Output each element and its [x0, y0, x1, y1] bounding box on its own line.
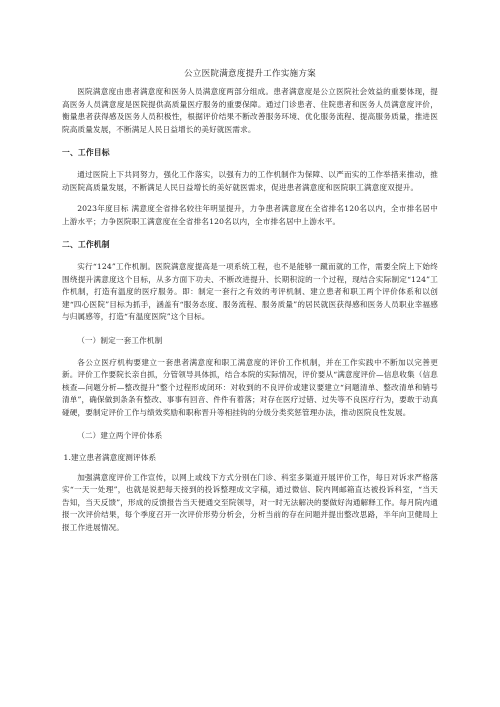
goals-paragraph-1: 通过医院上下共同努力，强化工作落实，以强有力的工作机制作为保障、以严而实的工作举措来推动，推动医院高质量发展，不断满足人民日益增长的美好就医需求，促进患者满意度和医院职工满意度双提升。: [62, 169, 438, 192]
intro-paragraph: 医院满意度由患者满意度和医务人员满意度两部分组成。患者满意度是公立医院社会效益的重要体现，提高医务人员满意度是医院提供高质量医疗服务的重要保障。通过门诊患者、住院患者和医务人员满意度评价，衡量患者获得感及医务人员积极性，根据评价结果不断改善服务环境、优化服务流程、提高服务质量，推进医院高质量发展，不断满足人民日益增长的美好就医需求。: [62, 87, 438, 134]
goals-paragraph-2: 2023年度目标 满意度全省排名较往年明显提升，力争患者满意度在全省排名120名以内，全市排名居中上游水平；力争医院职工满意度在全省排名120名以内，全市排名居中上游水平。: [62, 204, 439, 226]
subsection-heading-evaluation-systems: （二）建立两个评价体系: [77, 431, 163, 441]
mechanism-setup-paragraph: 各公立医疗机构要建立一套患者满意度和职工满意度的评价工作机制，并在工作实践中不断加以完善更新。评价工作要院长亲自抓，分管领导具体抓，结合本院的实际情况，评价要从“满意度评价—信息收集（信息核查—问题分析—整改提升”整个过程形成闭环：对收到的不良评价或建议要建立“问题清单、整改清单和销号清单”，确保做到条条有整改、事事有回音、件件有着落；对存在医疗过错、过失等不良医疗行为，要敢于动真碰硬，要制定评价工作与绩效奖励和职称晋升等相挂钩的分级分类奖惩管理办法，推动医院良性发展。: [62, 357, 438, 417]
section-heading-goals: 一、工作目标: [62, 148, 110, 158]
subsection-heading-mechanism-setup: （一）制定一套工作机制: [77, 335, 163, 345]
patient-satisfaction-paragraph: 加强满意度评价工作宣传，以网上或线下方式分别在门诊、科室多渠道开展评价工作，每日对诉求严格落实“一天一处理”，也就是说把每天接到的投诉整理成文字稿，通过微信、院内网邮箱直达被投诉科室，“当天告知，当天反馈”，形成的反馈报告当天便通交至院领导，对一时无法解决的要做好沟通解释工作。每月院内通报一次评价结果，每个季度召开一次评价形势分析会，分析当前的存在问题并提出整改思路，半年向卫健局上报工作进展情况。: [62, 472, 438, 533]
document-title: 公立医院满意度提升工作实施方案: [184, 69, 316, 79]
mechanism-paragraph: 实行“124”工作机制。医院满意度提高是一项系统工程，也不是能够一蹴而就的工作，需要全院上下始终围绕提升满意度这个目标，从多方面下功夫、不断改进提升、长期积淀的一个过程，现结合实际制定“124”工作机制，打造有温度的医疗服务。即：制定一套行之有效的考评机制、建立患者和职工两个评价体系和以创建“四心医院”目标为抓手，涵盖有“服务态度、服务流程、服务质量”的居民就医获得感和医务人员职业幸福感与归属感等，打造“有温度医院”这个目标。: [62, 261, 438, 322]
section-heading-mechanism: 二、工作机制: [62, 240, 110, 250]
item-heading-patient-satisfaction: 1.建立患者满意度测评体系: [63, 453, 157, 463]
